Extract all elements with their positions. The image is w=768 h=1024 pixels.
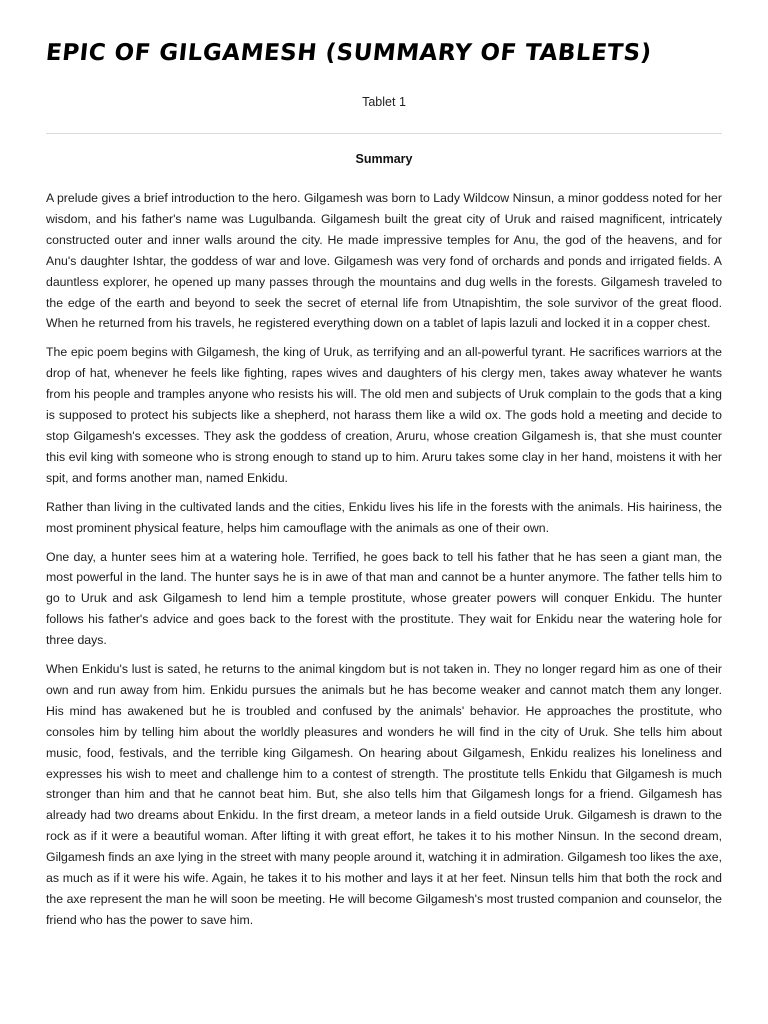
paragraph-dreams: When Enkidu's lust is sated, he returns to the animal kingdom but is not taken in. They no longer regard him as one of their own and run away from him. Enkidu pursues the animals but he has become weaker and cannot match them any longer. His mind has awakened but he is troubled and confused by the animals' behavior. He approaches the prostitute, who consoles him by telling him about the worldly pleasures and wonders he will find in the city of Uruk. She tells him about music, food, festivals, and the terrible king Gilgamesh. On hearing about Gilgamesh, Enkidu realizes his loneliness and expresses his wish to meet and challenge him to a contest of strength. The prostitute tells Enkidu that Gilgamesh is much stronger than him and that he cannot beat him. But, she also tells him that Gilgamesh longs for a friend. Gilgamesh has already had two dreams about Enkidu. In the first dream, a meteor lands in a field outside Uruk. Gilgamesh is drawn to the rock as if it were a beautiful woman. After lifting it with great effort, he takes it to his mother Ninsun. In the second dream, Gilgamesh finds an axe lying in the street with many people around it, watching it in admiration. Gilgamesh too likes the axe, as much as if it were his wife. Again, he takes it to his mother and lays it at her feet. Ninsun tells him that both the rock and the axe represent the man he will soon be meeting. He will become Gilgamesh's most trusted companion and counselor, the friend who has the power to save him. (46, 662, 722, 927)
section-divider (46, 133, 722, 134)
summary-heading: Summary (355, 152, 413, 166)
paragraph-enkidu-forest: Rather than living in the cultivated lands and the cities, Enkidu lives his life in the forests with the animals. His hairiness, the most prominent physical feature, helps him camouflage with the animals as one of their own. (46, 499, 722, 535)
paragraph-tyrant: The epic poem begins with Gilgamesh, the king of Uruk, as terrifying and an all-powerful tyrant. He sacrifices warriors at the drop of hat, whenever he feels like fighting, rapes wives and daughters of his clergy men, takes away whatever he wants from his people and tramples anyone who resists his will. The old men and subjects of Uruk complain to the gods that a king is supposed to protect his subjects like a shepherd, not harass them like a wild ox. The gods hold a meeting and decide to stop Gilgamesh's excesses. They ask the goddess of creation, Aruru, whose creation Gilgamesh is, that she must counter this evil king with someone who is strong enough to stand up to him. Aruru takes some clay in her hand, moistens it with her spit, and forms another man, named Enkidu. (46, 345, 722, 485)
document-title: EPIC OF GILGAMESH (SUMMARY OF TABLETS) (44, 40, 653, 66)
paragraph-hunter: One day, a hunter sees him at a watering hole. Terrified, he goes back to tell his father that he has seen a giant man, the most powerful in the land. The hunter says he is in awe of that man and cannot be a hunter anymore. The father tells him to go to Uruk and ask Gilgamesh to lend him a temple prostitute, whose greater powers will conquer Enkidu. The hunter follows his father's advice and goes back to the forest with the prostitute. They wait for Enkidu near the watering hole for three days. (46, 549, 722, 648)
summary-body (46, 188, 722, 939)
paragraph-prelude: A prelude gives a brief introduction to the hero. Gilgamesh was born to Lady Wildcow Ninsun, a minor goddess noted for her wisdom, and his father's name was Lugulbanda. Gilgamesh built the great city of Uruk and raised magnificent, intricately constructed outer and inner walls around the city. He made impressive temples for Anu, the god of the heavens, and for Anu's daughter Ishtar, the goddess of war and love. Gilgamesh was very fond of orchards and ponds and irrigated fields. A dauntless explorer, he opened up many passes through the mountains and dug wells in the forests. Gilgamesh traveled to the edge of the earth and beyond to seek the secret of eternal life from Utnapishtim, the sole survivor of the great flood. When he returned from his travels, he registered everything down on a tablet of lapis lazuli and locked it in a copper chest. (46, 191, 722, 331)
tablet-subtitle: Tablet 1 (362, 95, 406, 109)
